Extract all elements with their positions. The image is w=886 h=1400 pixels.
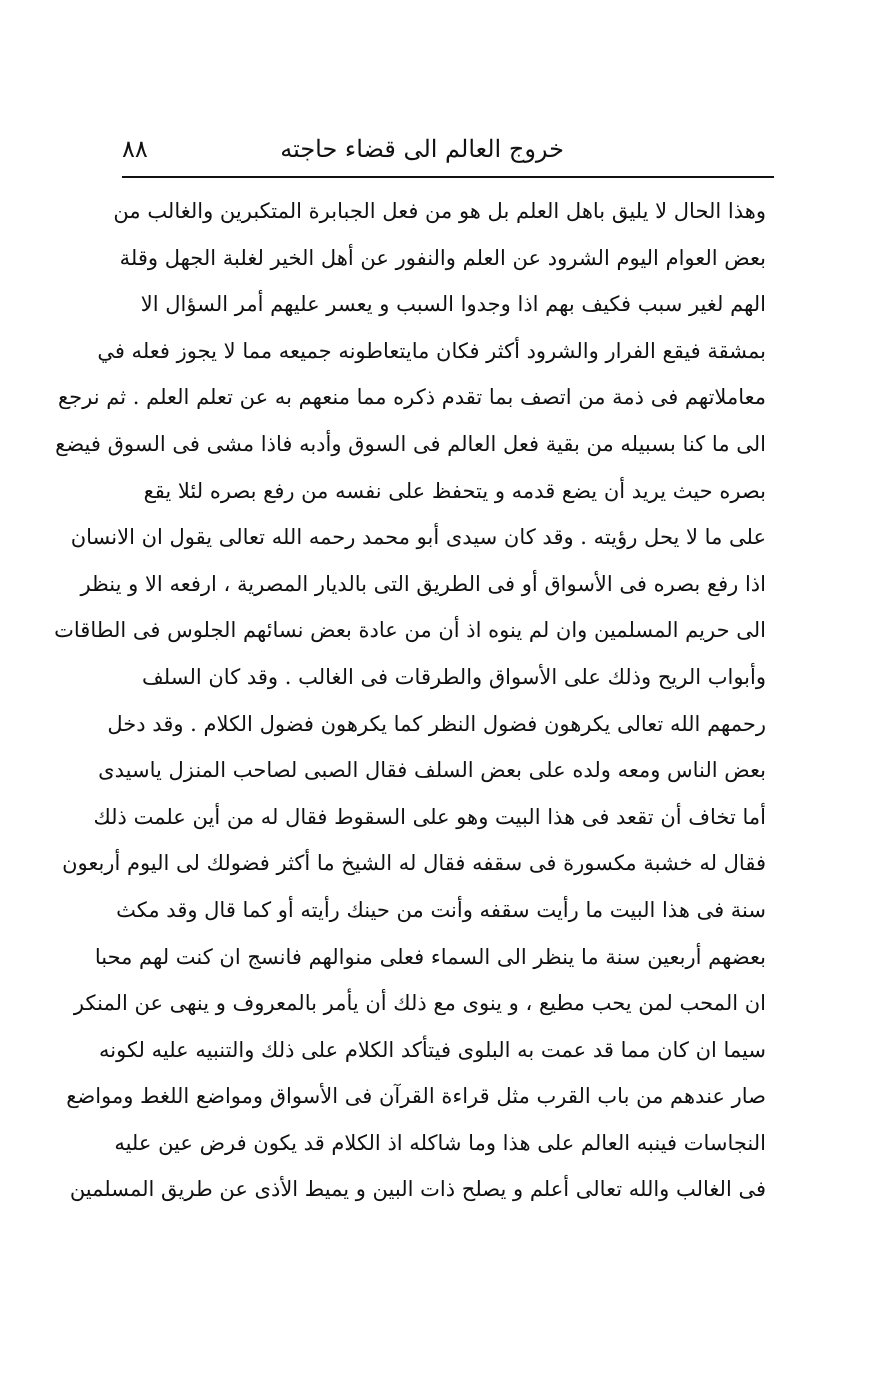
text-line: معاملاتهم فى ذمة من اتصف بما تقدم ذكره مما منعهم به عن تعلم العلم . ثم نرجع — [57, 385, 766, 410]
text-line: رحمهم الله تعالى يكرهون فضول النظر كما يكرهون فضول الكلام . وقد دخل — [107, 711, 766, 736]
text-line: بمشقة فيقع الفرار والشرود أكثر فكان مايتعاطونه جميعه مما لا يجوز فعله في — [97, 338, 766, 363]
text-line: أما تخاف أن تقعد فى هذا البيت وهو على السقوط فقال له من أين علمت ذلك — [93, 804, 766, 829]
header-rule — [122, 176, 774, 178]
text-line: ان المحب لمن يحب مطيع ، و ينوى مع ذلك أن يأمر بالمعروف و ينهى عن المنكر — [73, 991, 766, 1016]
text-line: اذا رفع بصره فى الأسواق أو فى الطريق التى بالديار المصرية ، ارفعه الا و ينظر — [80, 571, 766, 596]
text-line: وأبواب الريح وذلك على الأسواق والطرقات فى الغالب . وقد كان السلف — [142, 664, 766, 689]
text-line: سنة فى هذا البيت ما رأيت سقفه وأنت من حينك رأيته أو كما قال وقد مكث — [116, 897, 766, 922]
text-line: بعض الناس ومعه ولده على بعض السلف فقال الصبى لصاحب المنزل ياسيدى — [98, 758, 766, 783]
chapter-title: خروج العالم الى قضاء حاجته — [280, 135, 564, 163]
text-line: فقال له خشبة مكسورة فى سقفه فقال له الشيخ ما أكثر فضولك لى اليوم أربعون — [62, 851, 766, 876]
text-line: النجاسات فينبه العالم على هذا وما شاكله اذ الكلام قد يكون فرض عين عليه — [114, 1130, 766, 1155]
text-line: صار عندهم من باب القرب مثل قراءة القرآن فى الأسواق ومواضع اللغط ومواضع — [66, 1084, 766, 1109]
text-line: وهذا الحال لا يليق باهل العلم بل هو من فعل الجبابرة المتكبرين والغالب من — [113, 199, 766, 223]
text-line: على ما لا يحل رؤيته . وقد كان سيدى أبو محمد رحمه الله تعالى يقول ان الانسان — [70, 525, 766, 550]
page-number: ٨٨ — [122, 135, 148, 163]
text-line: بصره حيث يريد أن يضع قدمه و يتحفظ على نفسه من رفع بصره لئلا يقع — [143, 478, 766, 503]
text-line: الى حريم المسلمين وان لم ينوه اذ أن من عادة بعض نسائهم الجلوس فى الطاقات — [54, 618, 766, 643]
text-line: الى ما كنا بسبيله من بقية فعل العالم فى السوق وأدبه فاذا مشى فى السوق فيضع — [55, 431, 766, 456]
text-line: بعض العوام اليوم الشرود عن العلم والنفور عن أهل الخير لغلبة الجهل وقلة — [119, 245, 766, 270]
text-line: الهم لغير سبب فكيف بهم اذا وجدوا السبب و يعسر عليهم أمر السؤال الا — [140, 292, 766, 317]
body-text — [54, 188, 766, 1213]
text-line: بعضهم أربعين سنة ما ينظر الى السماء فعلى منوالهم فانسج ان كنت لهم محبا — [94, 944, 766, 969]
text-line: سيما ان كان مما قد عمت به البلوى فيتأكد الكلام على ذلك والتنبيه عليه لكونه — [99, 1037, 766, 1062]
text-line: فى الغالب والله تعالى أعلم و يصلح ذات البين و يميط الأذى عن طريق المسلمين — [69, 1177, 766, 1202]
running-header — [122, 128, 774, 172]
